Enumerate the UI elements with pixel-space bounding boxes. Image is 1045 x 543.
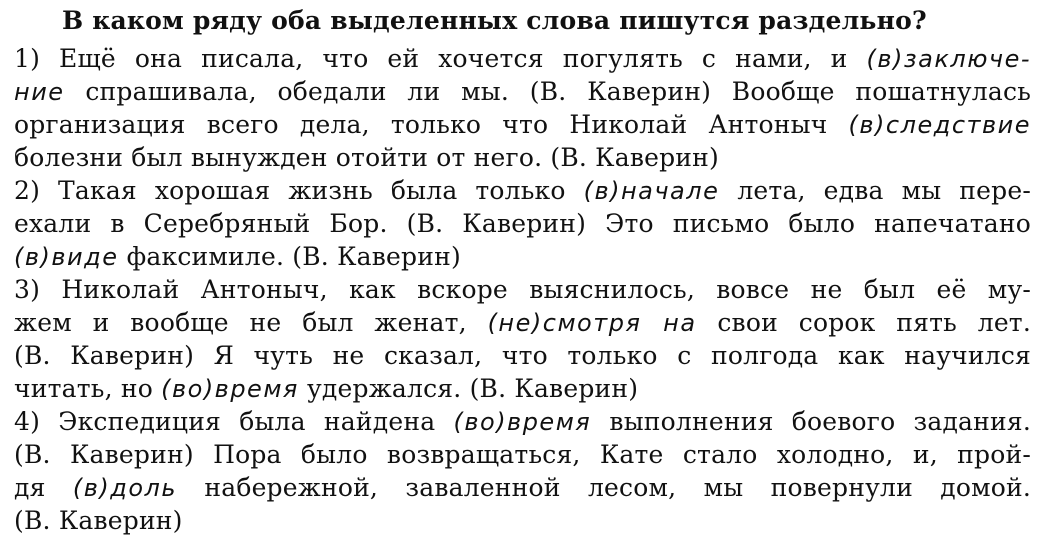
question-title xyxy=(62,4,927,38)
text-segment: лета, едва мы пере- xyxy=(719,176,1032,205)
highlighted-word: ние xyxy=(14,78,65,106)
text-line xyxy=(14,306,1031,340)
text-line xyxy=(14,207,1031,241)
highlighted-word: (в)доль xyxy=(72,474,178,502)
highlighted-word: (в)начале xyxy=(583,177,720,205)
text-segment: свои сорок пять лет. xyxy=(696,308,1031,337)
text-segment: организация всего дела, только что Николай Антоныч xyxy=(14,110,849,139)
highlighted-word: (не)смотря на xyxy=(487,309,697,337)
text-segment: ехали в Серебряный Бор. (В. Каверин) Это письмо было напечатано xyxy=(14,209,1031,238)
text-line xyxy=(14,240,461,274)
text-line xyxy=(14,75,1031,109)
highlighted-word: (в)заключе- xyxy=(866,45,1031,73)
text-line xyxy=(14,174,1031,208)
text-segment: 3) Николай Антоныч, как вскоре выяснилось, вовсе не был её му- xyxy=(14,275,1031,304)
text-segment: (В. Каверин) Я чуть не сказал, что только с полгода как научился xyxy=(14,341,1031,370)
text-line xyxy=(14,372,638,406)
highlighted-word: (в)следствие xyxy=(848,111,1031,139)
highlighted-word: (в)виде xyxy=(14,243,119,271)
text-segment: спрашивала, обедали ли мы. (В. Каверин) Вообще пошатнулась xyxy=(64,77,1031,106)
text-line xyxy=(14,141,719,175)
highlighted-word: (во)время xyxy=(453,408,592,436)
text-segment: В каком ряду оба выделенных слова пишутся раздельно? xyxy=(62,6,927,35)
text-line xyxy=(14,273,1031,307)
text-line xyxy=(14,42,1031,76)
text-line xyxy=(14,504,183,538)
text-segment: 2) Такая хорошая жизнь была только xyxy=(14,176,584,205)
text-line xyxy=(14,405,1031,439)
text-line xyxy=(14,108,1031,142)
text-segment: выполнения боевого задания. xyxy=(591,407,1031,436)
text-line xyxy=(14,438,1031,472)
text-segment: факсимиле. (В. Каверин) xyxy=(118,242,461,271)
text-line xyxy=(14,339,1031,373)
text-segment: читать, но xyxy=(14,374,162,403)
text-segment: (В. Каверин) Пора было возвращаться, Кате стало холодно, и, прой- xyxy=(14,440,1031,469)
text-segment: 1) Ещё она писала, что ей хочется погулять с нами, и xyxy=(14,44,867,73)
highlighted-word: (во)время xyxy=(161,375,299,403)
text-segment: удержался. (В. Каверин) xyxy=(298,374,639,403)
text-segment: жем и вообще не был женат, xyxy=(14,308,488,337)
text-segment: болезни был вынужден отойти от него. (В. Каверин) xyxy=(14,143,719,172)
text-segment: дя xyxy=(14,473,73,502)
text-segment: (В. Каверин) xyxy=(14,506,183,535)
text-segment: 4) Экспедиция была найдена xyxy=(14,407,454,436)
text-segment: набережной, заваленной лесом, мы повернули домой. xyxy=(177,473,1032,502)
text-line xyxy=(14,471,1031,505)
